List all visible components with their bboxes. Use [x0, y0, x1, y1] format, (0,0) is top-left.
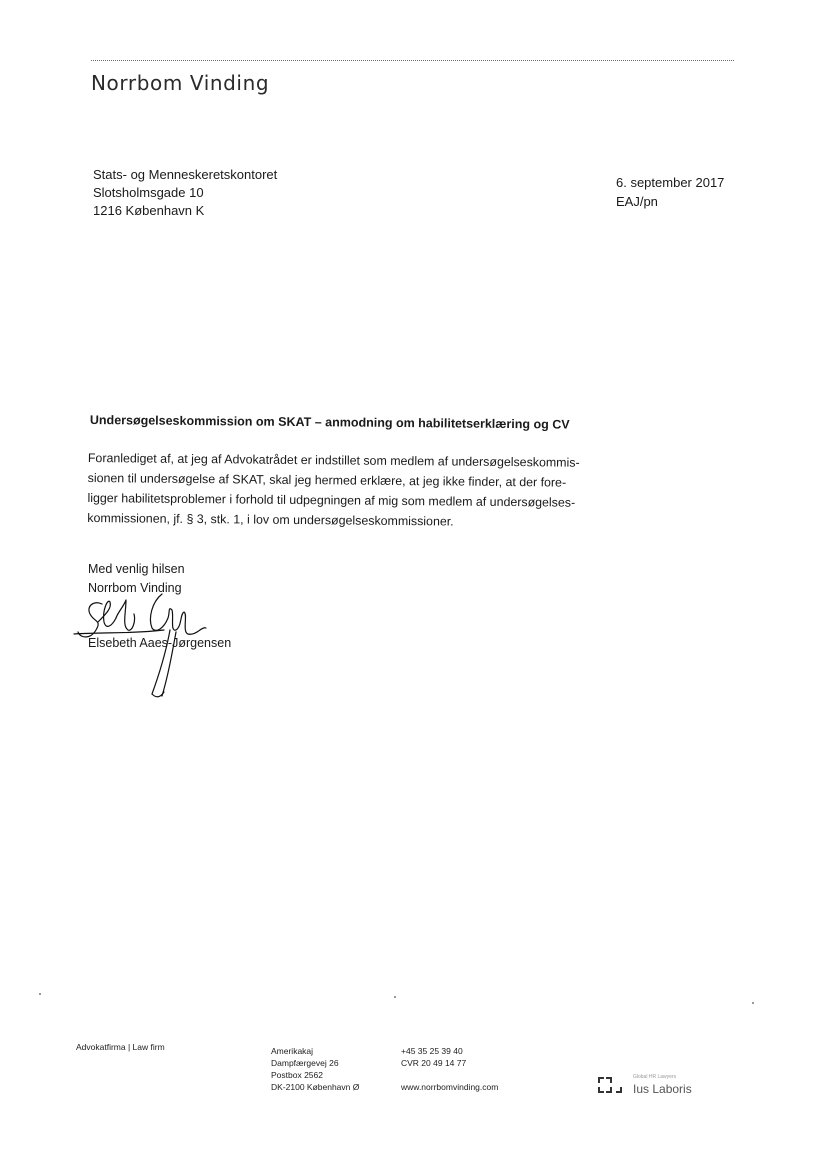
letter-body	[87, 448, 598, 533]
footer-contact	[401, 1045, 498, 1093]
date-block	[616, 173, 724, 211]
recipient-address	[93, 166, 277, 220]
recipient-line: 1216 København K	[93, 203, 205, 218]
scan-speck	[39, 993, 41, 995]
closing-firm: Norrbom Vinding	[88, 581, 182, 595]
footer-address	[271, 1045, 359, 1093]
signer-name: Elsebeth Aaes-Jørgensen	[88, 636, 232, 650]
body-line: sionen til undersøgelse af SKAT, skal jeg hermed erklære, at jeg ikke finder, at der fore-	[87, 470, 567, 490]
recipient-line: Slotsholmsgade 10	[93, 185, 204, 200]
scan-speck	[752, 1002, 754, 1004]
handwritten-signature	[72, 592, 222, 707]
scan-speck	[394, 996, 396, 998]
firm-logo: Norrbom Vinding	[91, 71, 270, 95]
network-name: Ius Laboris	[633, 1082, 692, 1096]
body-line: ligger habilitetsproblemer i forhold til udpegningen af mig som medlem af undersøgelses-	[87, 490, 576, 510]
footer-firm-type: Advokatfirma | Law firm	[76, 1042, 165, 1052]
footer-cvr: CVR 20 49 14 77	[401, 1058, 467, 1068]
letter-date: 6. september 2017	[616, 175, 725, 190]
footer-address-line: Postbox 2562	[271, 1070, 323, 1080]
footer-phone: +45 35 25 39 40	[401, 1046, 463, 1056]
body-line: Foranlediget af, at jeg af Advokatrådet er indstillet som medlem af undersøgelseskommis-	[87, 450, 580, 470]
footer-website: www.norrbomvinding.com	[401, 1082, 499, 1092]
footer-address-line: Dampfærgevej 26	[271, 1058, 339, 1068]
recipient-line: Stats- og Menneskeretskontoret	[93, 167, 278, 182]
network-tagline: Global HR Lawyers	[633, 1074, 677, 1080]
letter-reference: EAJ/pn	[616, 194, 658, 209]
footer-address-line: Amerikakaj	[271, 1046, 314, 1056]
footer-address-line: DK-2100 København Ø	[271, 1082, 360, 1092]
header-rule	[91, 60, 734, 61]
letter-subject: Undersøgelseskommission om SKAT – anmodning om habilitetserklæring og CV	[89, 413, 570, 432]
body-line: kommissionen, jf. § 3, stk. 1, i lov om undersøgelseskommissioner.	[87, 510, 454, 529]
closing-greeting: Med venlig hilsen	[88, 562, 185, 576]
